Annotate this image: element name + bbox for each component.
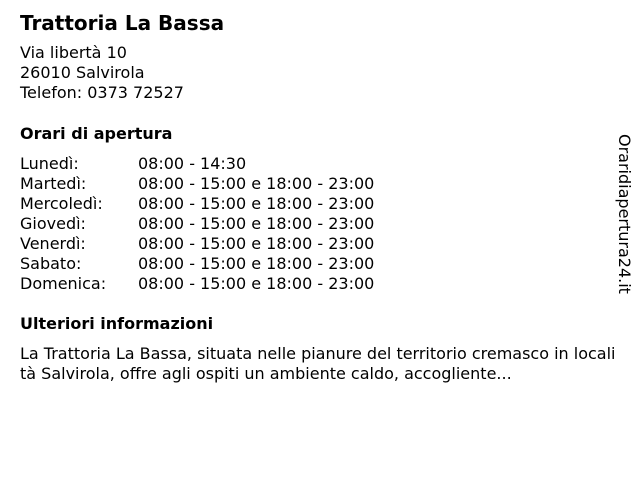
address-block [20,43,184,103]
hours-row-monday [20,154,374,174]
hours-row-thursday [20,214,374,234]
restaurant-description: La Trattoria La Bassa, situata nelle pianure del territorio cremasco in località Salvirola, offre agli ospiti un ambiente caldo, accogliente... [20,344,616,383]
time-range: 08:00 - 15:00 e 18:00 - 23:00 [138,214,375,233]
restaurant-name: Trattoria La Bassa [20,11,225,35]
hours-row-sunday [20,274,374,294]
opening-hours-table [20,154,374,294]
time-range: 08:00 - 15:00 e 18:00 - 23:00 [138,174,375,193]
day-label: Lunedì: [20,154,79,173]
street-address: Via libertà 10 [20,43,127,62]
hours-row-tuesday [20,174,374,194]
day-label: Domenica: [20,274,107,293]
hours-row-wednesday [20,194,374,214]
opening-hours-heading: Orari di apertura [20,124,173,143]
day-label: Mercoledì: [20,194,103,213]
hours-row-friday [20,234,374,254]
time-range: 08:00 - 15:00 e 18:00 - 23:00 [138,194,375,213]
site-watermark: Oraridiapertura24.it [615,134,634,294]
time-range: 08:00 - 15:00 e 18:00 - 23:00 [138,254,375,273]
city-address: 26010 Salvirola [20,63,145,82]
additional-info-heading: Ulteriori informazioni [20,314,214,333]
day-label: Sabato: [20,254,82,273]
time-range: 08:00 - 14:30 [138,154,247,173]
time-range: 08:00 - 15:00 e 18:00 - 23:00 [138,234,375,253]
phone-number[interactable]: Telefon: 0373 72527 [20,83,184,102]
day-label: Venerdì: [20,234,86,253]
day-label: Martedì: [20,174,87,193]
hours-row-saturday [20,254,374,274]
time-range: 08:00 - 15:00 e 18:00 - 23:00 [138,274,375,293]
day-label: Giovedì: [20,214,86,233]
